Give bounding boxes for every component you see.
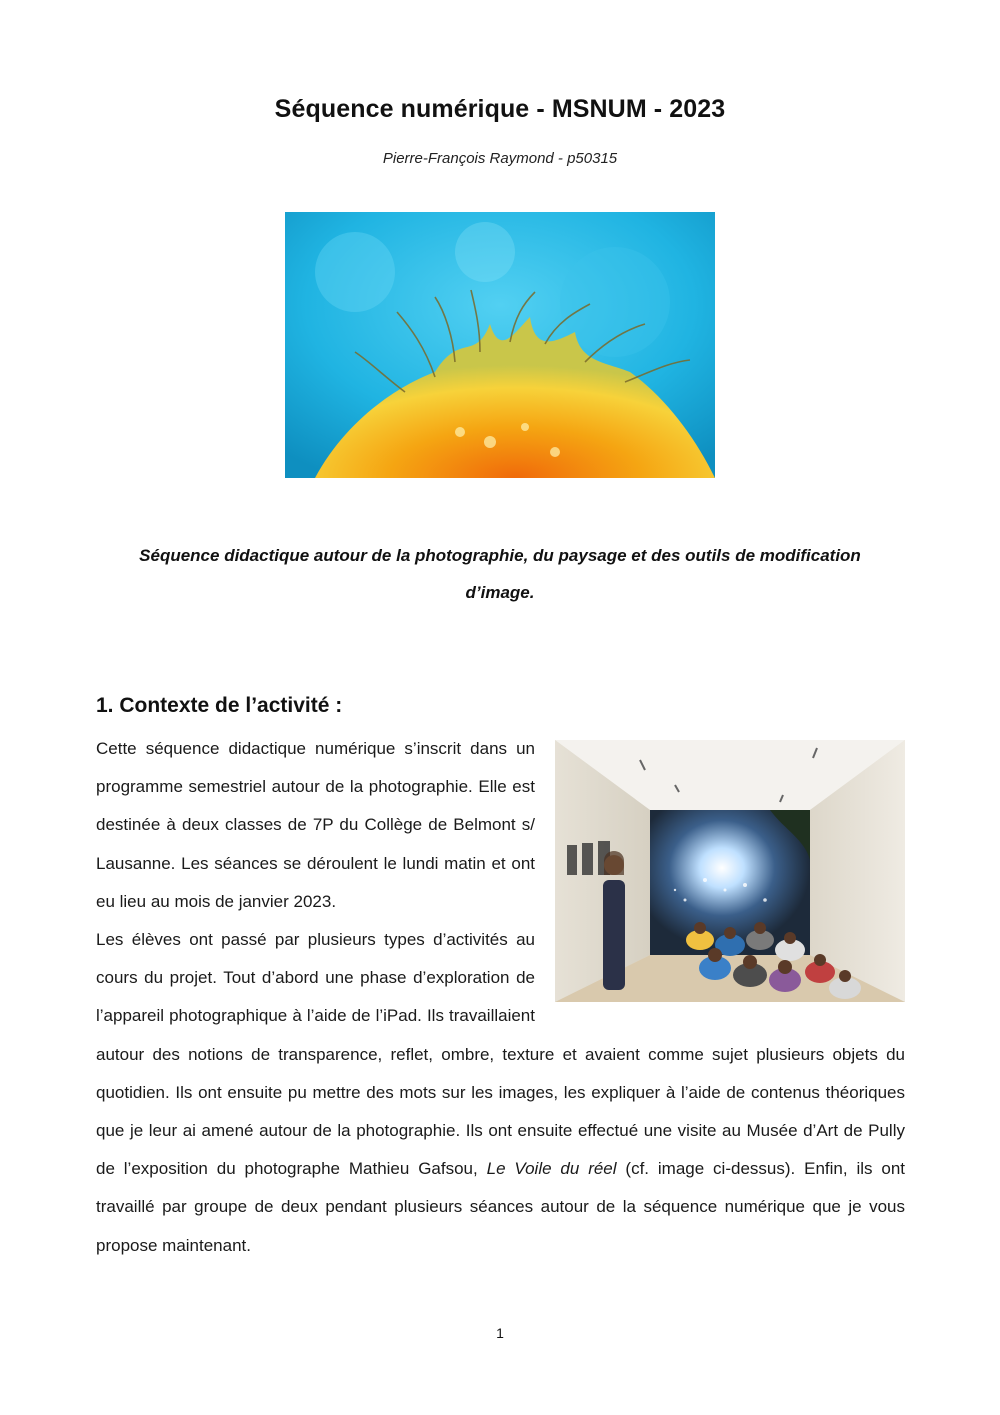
page-number: 1: [496, 1325, 504, 1341]
author-line: Pierre-François Raymond - p50315: [382, 150, 618, 167]
paragraph-context-1: Cette séquence didactique numérique s’inscrit dans un programme semestriel autour de la photographie. Elle est destinée à deux classes de 7P du Collège de Belmont s/ Lausanne. Les séances se déroulent le lundi matin et ont eu lieu au mois de janvier 2023.: [96, 739, 535, 911]
cover-image: [285, 212, 715, 478]
paragraph-2-part-1: Les élèves ont passé par plusieurs types d’activités au cours du projet. Tout d’abord une phase d’exploration de l’appareil photographique à l’aide de l’iPad. Ils travaillaient autour des notions de transparence, reflet, ombre, texture et avaient comme sujet plusieurs objets du quotidien. Ils ont ensuite pu mettre des mots sur les images, les expliquer à l’aide de contenus théoriques que je leur ai amené autour de la photographie. Ils ont ensuite effectué une visite au Musée d’Art de Pully de l’exposition du photographe Mathieu Gafsou,: [96, 930, 905, 1179]
document-subtitle: Séquence didactique autour de la photographie, du paysage et des outils de modification d’image.: [139, 546, 861, 602]
classroom-photo: [555, 740, 905, 1002]
exhibition-title: Le Voile du réel: [486, 1159, 617, 1179]
paragraph-2-part-2: (cf. image ci-dessus). Enfin, ils ont travaillé par groupe de deux pendant plusieurs séances autour de la séquence numérique que je vous propose maintenant.: [96, 1159, 905, 1255]
section-heading-context: 1. Contexte de l’activité :: [96, 694, 343, 717]
section-body: [96, 730, 905, 1265]
page-title: Séquence numérique - MSNUM - 2023: [274, 95, 726, 123]
